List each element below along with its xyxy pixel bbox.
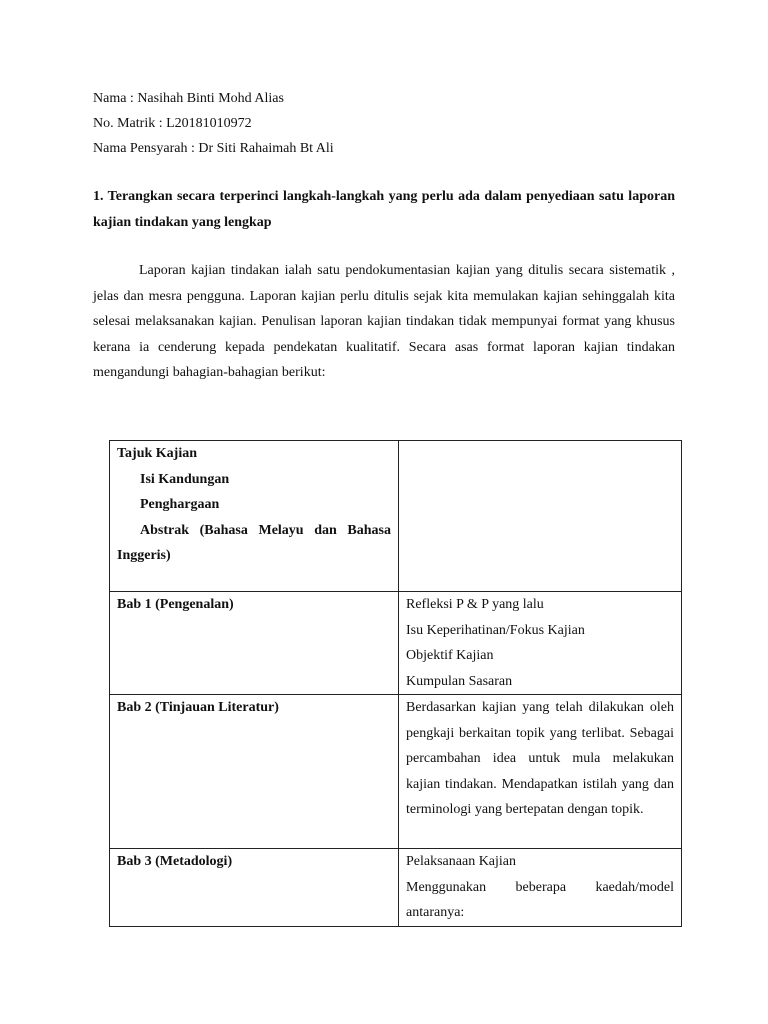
- content-line: Objektif Kajian: [406, 648, 494, 663]
- intro-paragraph: [93, 258, 675, 386]
- chapter-content: Berdasarkan kajian yang telah dilakukan oleh pengkaji berkaitan topik yang terlibat. Sebagai percambahan idea untuk mula melakukan kajian tindakan. Mendapatkan istilah yang dan terminologi yang bertepatan dengan topik.: [399, 695, 682, 849]
- front-matter-item: Abstrak (Bahasa Melayu dan Bahasa: [140, 522, 391, 538]
- empty-cell: [399, 441, 682, 592]
- content-line: Kumpulan Sasaran: [406, 673, 513, 689]
- table-row: [110, 695, 682, 849]
- front-matter-item: Inggeris): [117, 548, 171, 563]
- table-row: [110, 592, 682, 695]
- chapter-content: [399, 592, 682, 695]
- chapter-label: Bab 3 (Metadologi): [110, 849, 399, 927]
- matric-number: No. Matrik : L20181010972: [93, 116, 252, 131]
- intro-paragraph-text: Laporan kajian tindakan ialah satu pendokumentasian kajian yang ditulis secara sistematik , jelas dan mesra pengguna. Laporan kajian perlu ditulis sejak kita memulakan kajian sehinggalah kita selesai melaksanakan kajian. Penulisan laporan kajian tindakan tidak mempunyai format yang khusus kerana ia cenderung kepada pendekatan kualitatif. Secara asas format laporan kajian tindakan mengandungi bahagian-bahagian berikut:: [93, 263, 675, 380]
- content-line: Refleksi P & P yang lalu: [406, 597, 544, 612]
- question-heading: 1. Terangkan secara terperinci langkah-langkah yang perlu ada dalam penyediaan satu laporan kajian tindakan yang lengkap: [93, 189, 675, 230]
- student-name: Nama : Nasihah Binti Mohd Alias: [93, 91, 284, 106]
- table-row: [110, 441, 682, 592]
- chapter-label: Bab 2 (Tinjauan Literatur): [110, 695, 399, 849]
- front-matter-item: Penghargaan: [140, 497, 220, 512]
- chapter-content: [399, 849, 682, 927]
- content-line: Pelaksanaan Kajian: [406, 854, 517, 869]
- student-info: [93, 86, 334, 161]
- lecturer-name: Nama Pensyarah : Dr Siti Rahaimah Bt Ali: [93, 141, 334, 156]
- front-matter-cell: [110, 441, 399, 592]
- content-line: Isu Keperihatinan/Fokus Kajian: [406, 622, 585, 638]
- front-matter-item: Isi Kandungan: [140, 471, 230, 487]
- report-format-table: [109, 440, 682, 927]
- table-row: [110, 849, 682, 927]
- chapter-label: Bab 1 (Pengenalan): [110, 592, 399, 695]
- content-line: Menggunakan beberapa kaedah/model antaranya:: [406, 879, 674, 920]
- front-matter-title: Tajuk Kajian: [117, 446, 198, 461]
